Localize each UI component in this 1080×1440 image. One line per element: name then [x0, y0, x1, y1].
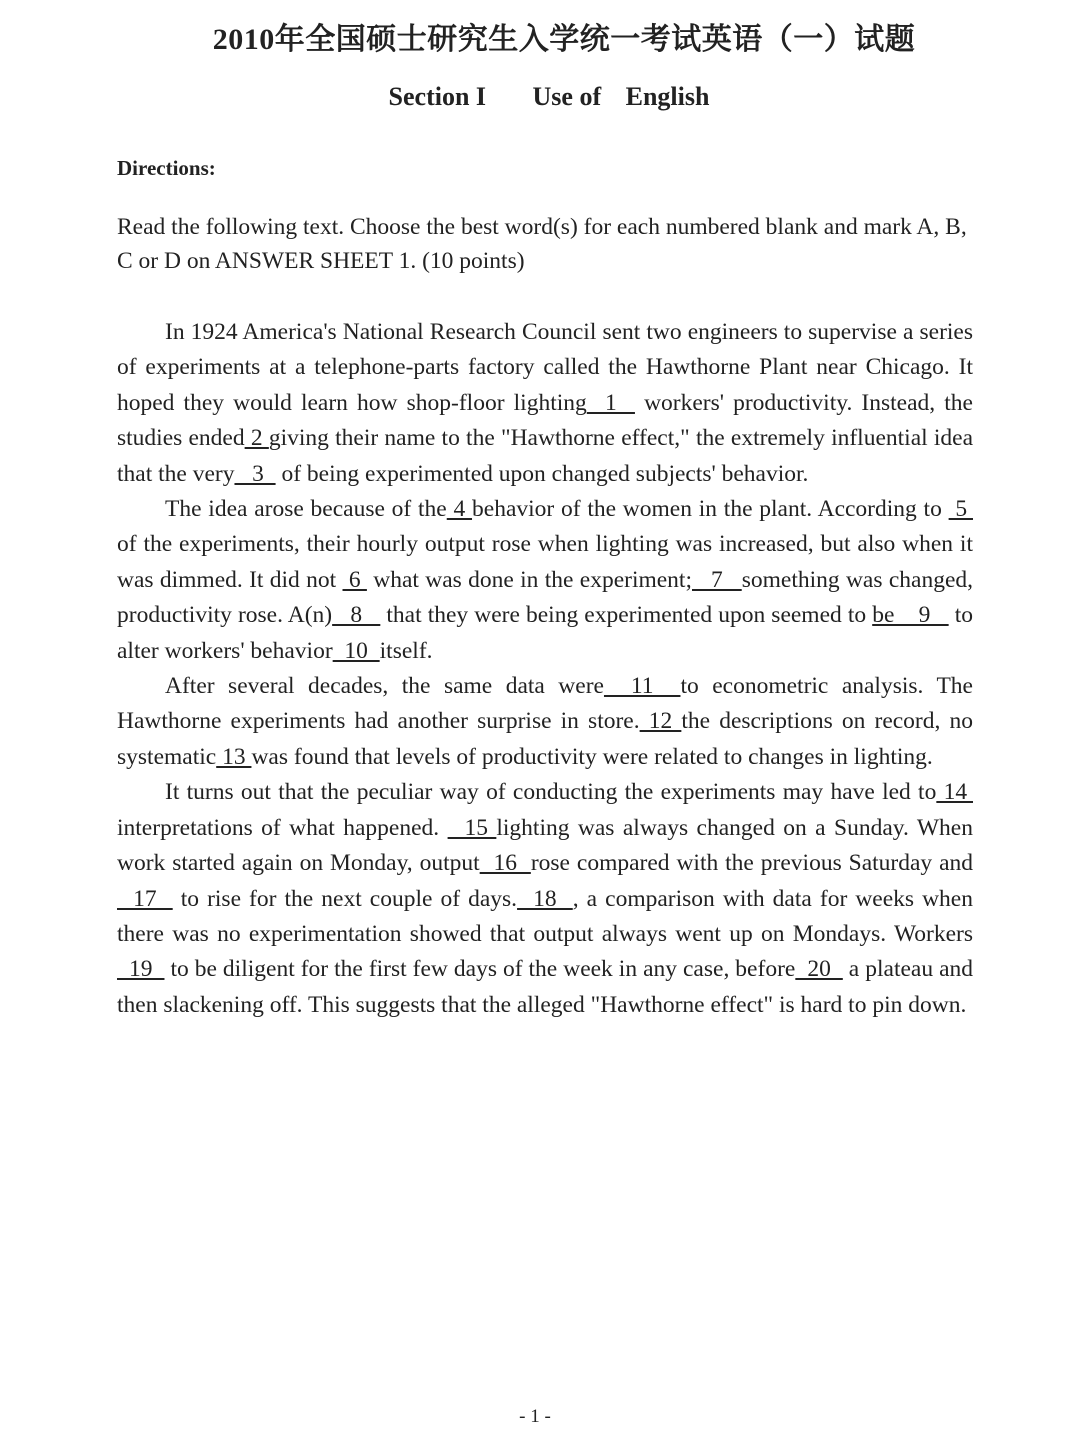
passage-text: was found that levels of productivity were related to changes in lighting. — [251, 743, 933, 770]
passage-text: what was done in the experiment; — [366, 566, 692, 593]
page-number: - 1 - — [519, 1406, 551, 1427]
directions-label: Directions: — [117, 156, 216, 180]
blank-number: 3 — [234, 460, 276, 487]
cloze-passage — [117, 315, 973, 1023]
instructions-text: Read the following text. Choose the best word(s) for each numbered blank and mark A, B, C or D on ANSWER SHEET 1. (10 points) — [117, 214, 967, 274]
passage-text: lighting was always changed on a Sunday. When work started again on Monday, output — [117, 814, 973, 877]
blank-number: 16 — [479, 850, 531, 877]
passage-text: that they were being experimented upon seemed to — [380, 602, 873, 629]
blank-number: 7 — [692, 566, 742, 593]
section-number: Section I — [388, 82, 487, 111]
passage-text: something was changed, productivity rose. A(n) — [117, 566, 973, 629]
passage-paragraph — [117, 669, 973, 775]
blank-number: 1 — [586, 389, 635, 416]
passage-text: In 1924 America's National Research Council sent two engineers to supervise a series of experiments at a telephone-parts factory called the Hawthorne Plant near Chicago. It hoped they would learn how shop-floor lighting — [117, 319, 973, 416]
passage-text: of being experimented upon changed subjects' behavior. — [275, 460, 809, 487]
blank-number: 11 — [603, 673, 681, 700]
passage-text: , a comparison with data for weeks when there was no experimentation showed that output always went up on Mondays. Workers — [117, 885, 973, 947]
passage-text: to alter workers' behavior — [117, 602, 973, 664]
exam-title: 2010年全国硕士研究生入学统一考试英语（一）试题 — [212, 23, 916, 56]
passage-text: workers' productivity. Instead, the studies ended — [117, 389, 973, 452]
section-heading — [0, 82, 1080, 112]
blank-number: 5 — [948, 496, 973, 523]
blank-number: 10 — [332, 637, 380, 664]
passage-text: The idea arose because of the — [165, 496, 447, 523]
passage-text: to econometric analysis. The Hawthorne experiments had another surprise in store. — [117, 673, 973, 735]
blank-number: 4 — [446, 496, 473, 523]
passage-text: rose compared with the previous Saturday and — [530, 850, 974, 877]
passage-paragraph — [117, 775, 973, 1023]
passage-text: It turns out that the peculiar way of conducting the experiments may have led to — [165, 779, 937, 806]
blank-number: 14 — [936, 779, 973, 806]
section-name-part-2: English — [625, 82, 710, 111]
blank-number: 17 — [117, 885, 173, 912]
passage-text: interpretations of what happened. — [117, 814, 448, 841]
passage-text: After several decades, the same data were — [165, 673, 604, 700]
blank-number: 8 — [332, 602, 381, 629]
passage-text: behavior of the women in the plant. According to — [472, 496, 949, 523]
blank-number: 6 — [342, 566, 367, 593]
blank-number: be 9 — [872, 602, 949, 629]
passage-text: a plateau and then slackening off. This suggests that the alleged "Hawthorne effect" is hard to pin down. — [117, 956, 974, 1018]
section-name-part-1: Use of — [532, 82, 602, 111]
blank-number: 12 — [639, 708, 682, 735]
passage-text: of the experiments, their hourly output rose when lighting was increased, but also when it was dimmed. It did not — [117, 531, 973, 593]
passage-text: itself. — [379, 637, 433, 664]
blank-number: 15 — [447, 814, 497, 841]
blank-number: 2 — [244, 425, 269, 452]
passage-paragraph — [117, 315, 973, 492]
blank-number: 13 — [216, 743, 252, 770]
blank-number: 18 — [517, 885, 573, 912]
passage-text: to be diligent for the first few days of the week in any case, before — [164, 956, 796, 983]
passage-paragraph — [117, 492, 973, 669]
passage-text: giving their name to the "Hawthorne effect," the extremely influential idea that the very — [117, 425, 974, 487]
passage-text: the descriptions on record, no systematic — [117, 708, 973, 770]
blank-number: 19 — [117, 956, 165, 983]
passage-text: to rise for the next couple of days. — [172, 885, 518, 912]
blank-number: 20 — [795, 956, 843, 983]
